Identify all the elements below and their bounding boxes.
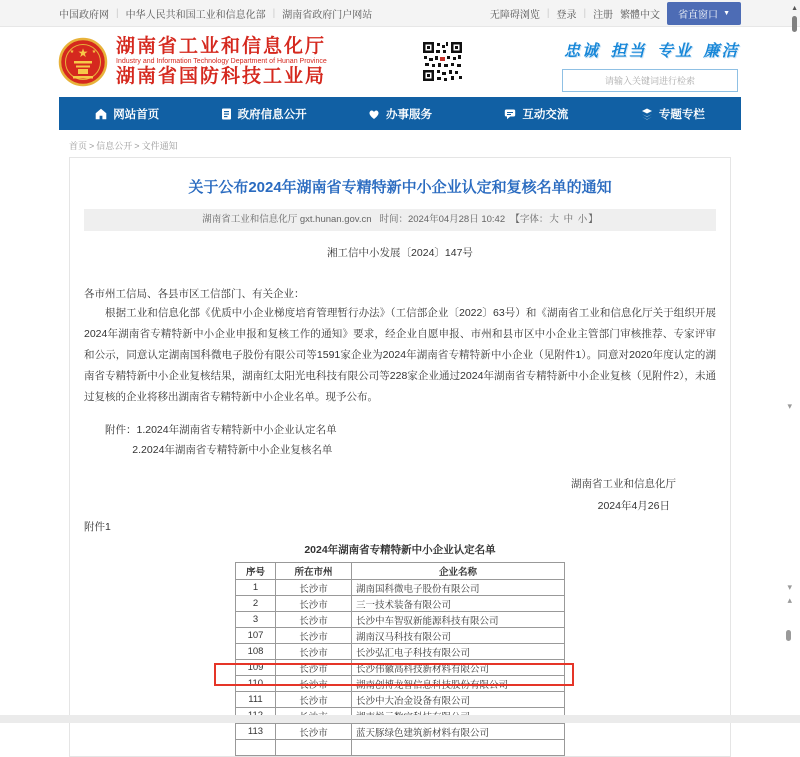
- sign-date: 2024年4月26日: [597, 500, 670, 512]
- breadcrumb-separator: >: [89, 141, 95, 151]
- svg-text:★: ★: [91, 49, 97, 55]
- cell-company: 长沙弘汇电子科技有限公司: [352, 644, 565, 660]
- nav-item-topics[interactable]: [605, 97, 741, 130]
- link-register[interactable]: 注册: [593, 9, 614, 21]
- org-title-block: [116, 37, 327, 86]
- main-nav: [59, 97, 741, 130]
- col-header-company: 企业名称: [352, 563, 565, 580]
- font-size-suffix: 】: [588, 214, 598, 225]
- top-utility-bar: [0, 0, 800, 27]
- attachments-label: 附件：: [105, 424, 137, 436]
- nav-label: 专题专栏: [658, 108, 705, 121]
- cell-seq: 110: [236, 676, 276, 692]
- breadcrumb-home[interactable]: 首页: [69, 141, 88, 151]
- provincial-window-label: 省直窗口: [678, 9, 719, 21]
- scrollbar-up-arrow-icon[interactable]: ▲: [791, 5, 798, 12]
- font-size-medium[interactable]: 中: [563, 214, 574, 225]
- attachments: [84, 420, 716, 460]
- document-icon: [221, 108, 232, 120]
- cell-company: 蓝天豚绿色建筑新材料有限公司: [352, 724, 565, 740]
- slogan-word: 担当: [610, 43, 647, 60]
- search-input[interactable]: [562, 69, 738, 92]
- table-row: [236, 692, 565, 708]
- article-meta-bar: [84, 209, 716, 231]
- svg-text:★: ★: [77, 46, 89, 60]
- article-source: 湖南省工业和信息化厅 gxt.hunan.gov.cn: [202, 214, 372, 225]
- national-emblem-logo: [59, 38, 107, 86]
- cell-city: 长沙市: [276, 676, 352, 692]
- cell-company: 湖南汉马科技有限公司: [352, 628, 565, 644]
- cell-company: 长沙中大冶金设备有限公司: [352, 692, 565, 708]
- company-table: [235, 562, 565, 756]
- table-row: [236, 676, 565, 692]
- cell-seq: 107: [236, 628, 276, 644]
- nav-item-interaction[interactable]: [468, 97, 604, 130]
- nav-item-home[interactable]: [59, 97, 195, 130]
- breadcrumb-info-disclosure[interactable]: 信息公开: [96, 141, 133, 151]
- link-hunan-gov-portal[interactable]: 湖南省政府门户网站: [282, 9, 373, 21]
- table-row: [236, 580, 565, 596]
- nav-label: 政府信息公开: [237, 108, 307, 121]
- bottom-strip: [0, 715, 800, 723]
- chat-bubble-icon: [504, 108, 516, 120]
- font-size-prefix: 【字体：: [510, 214, 549, 225]
- table-row-partial: [236, 740, 565, 756]
- slogan-banner: [562, 38, 738, 61]
- table-row: [236, 596, 565, 612]
- layers-icon: [641, 108, 653, 120]
- cell-city: 长沙市: [276, 612, 352, 628]
- separator: |: [546, 7, 550, 19]
- link-accessibility[interactable]: 无障碍浏览: [489, 9, 540, 21]
- site-header: [0, 27, 800, 97]
- appendix-label: 附件1: [84, 521, 111, 533]
- table-title: 2024年湖南省专精特新中小企业认定名单: [304, 544, 496, 556]
- nav-label: 办事服务: [386, 108, 433, 121]
- signer-org: 湖南省工业和信息化厅: [571, 478, 676, 490]
- cell-seq: 1: [236, 580, 276, 596]
- nav-label: 互动交流: [522, 108, 569, 121]
- cell-company: 湖南创博龙智信息科技股份有限公司: [352, 676, 565, 692]
- article-card: [69, 157, 731, 757]
- attachment-link-1[interactable]: 1.2024年湖南省专精特新中小企业认定名单: [136, 424, 337, 436]
- cell-city: 长沙市: [276, 628, 352, 644]
- nav-item-gov-info[interactable]: [195, 97, 331, 130]
- table-row: [236, 644, 565, 660]
- org-name-cn2: 湖南省国防科技工业局: [116, 65, 327, 87]
- qr-code: [422, 41, 463, 82]
- link-miit[interactable]: 中华人民共和国工业和信息化部: [125, 9, 266, 21]
- table-header-row: [236, 563, 565, 580]
- page-up-arrow-icon[interactable]: ▴: [787, 595, 792, 605]
- link-login[interactable]: 登录: [556, 9, 577, 21]
- cell-seq: 111: [236, 692, 276, 708]
- article-title: 关于公布2024年湖南省专精特新中小企业认定和复核名单的通知: [188, 179, 612, 196]
- salutation: 各市州工信局、各县市区工信部门、有关企业：: [84, 288, 305, 300]
- nav-item-services[interactable]: [332, 97, 468, 130]
- provincial-window-dropdown[interactable]: [667, 2, 741, 25]
- slogan-word: 廉洁: [703, 43, 740, 60]
- attachment-link-2[interactable]: 2.2024年湖南省专精特新中小企业复核名单: [132, 444, 333, 456]
- service-heart-icon: [368, 108, 380, 120]
- font-size-large[interactable]: 大: [549, 214, 559, 225]
- font-size-small[interactable]: 小: [577, 214, 588, 225]
- cell-company: 湖南国科微电子股份有限公司: [352, 580, 565, 596]
- scrollbar-thumb[interactable]: [792, 16, 797, 32]
- table-row: [236, 612, 565, 628]
- cell-city: 长沙市: [276, 596, 352, 612]
- cell-seq: 109: [236, 660, 276, 676]
- col-header-seq: 序号: [236, 563, 276, 580]
- nav-label: 网站首页: [113, 108, 160, 121]
- cell-seq: 113: [236, 724, 276, 740]
- cell-seq: 108: [236, 644, 276, 660]
- cell-seq: 2: [236, 596, 276, 612]
- link-traditional-chinese[interactable]: 繁體中文: [620, 9, 661, 21]
- breadcrumb-file-notice[interactable]: 文件通知: [141, 141, 178, 151]
- cell-city: 长沙市: [276, 724, 352, 740]
- scroll-marker[interactable]: [786, 630, 791, 641]
- org-name-cn: 湖南省工业和信息化厅: [116, 36, 327, 58]
- article-time: 时间：2024年04月28日 10:42: [379, 214, 506, 225]
- page-down-arrow-icon[interactable]: ▾: [787, 582, 792, 592]
- chevron-down-icon: ▼: [723, 9, 730, 17]
- article-body: 根据工业和信息化部《优质中小企业梯度培育管理暂行办法》（工信部企业〔2022〕63号）和《湖南省工业和信息化厅关于组织开展2024年湖南省专精特新中小企业申报和复核工作的通知》要求，经企业自愿申报、市州和县市区中小企业主管部门审核推荐、专家评审和公示，同意认定湖南国科微电子股份有限公司等1591家企业为2024年湖南省专精特新中小企业（见附件1）。同意对2020年度认定的湖南省专精特新中小企业复核结果，湖南红太阳光电科技有限公司等228家企业通过2024年湖南省专精特新中小企业复核（见附件2），未通过复核的企业将移出湖南省专精特新中小企业名单。现予公布。: [84, 307, 716, 403]
- page-down-arrow-icon[interactable]: ▾: [787, 401, 792, 411]
- separator: |: [272, 7, 276, 19]
- document-number: 湘工信中小发展〔2024〕147号: [327, 247, 473, 259]
- company-table-wrap: [235, 562, 565, 756]
- col-header-city: 所在市州: [276, 563, 352, 580]
- cell-seq: 3: [236, 612, 276, 628]
- breadcrumb: [69, 139, 731, 152]
- cell-company: 三一技术装备有限公司: [352, 596, 565, 612]
- breadcrumb-separator: >: [134, 141, 140, 151]
- org-name-en: Industry and Information Technology Department of Hunan Province: [116, 58, 327, 66]
- cell-city: 长沙市: [276, 692, 352, 708]
- cell-city: 长沙市: [276, 660, 352, 676]
- slogan-word: 忠诚: [564, 43, 601, 60]
- cell-city: 长沙市: [276, 580, 352, 596]
- separator: |: [583, 7, 587, 19]
- home-icon: [95, 108, 107, 120]
- link-china-gov[interactable]: 中国政府网: [59, 9, 109, 21]
- table-row-highlighted: [236, 660, 565, 676]
- separator: |: [116, 7, 119, 19]
- table-row: [236, 724, 565, 740]
- cell-city: 长沙市: [276, 644, 352, 660]
- table-row: [236, 628, 565, 644]
- cell-company: 长沙伟徽高科技新材料有限公司: [352, 660, 565, 676]
- svg-text:★: ★: [69, 49, 75, 55]
- slogan-word: 专业: [656, 43, 693, 60]
- cell-company: 长沙中车智驭新能源科技有限公司: [352, 612, 565, 628]
